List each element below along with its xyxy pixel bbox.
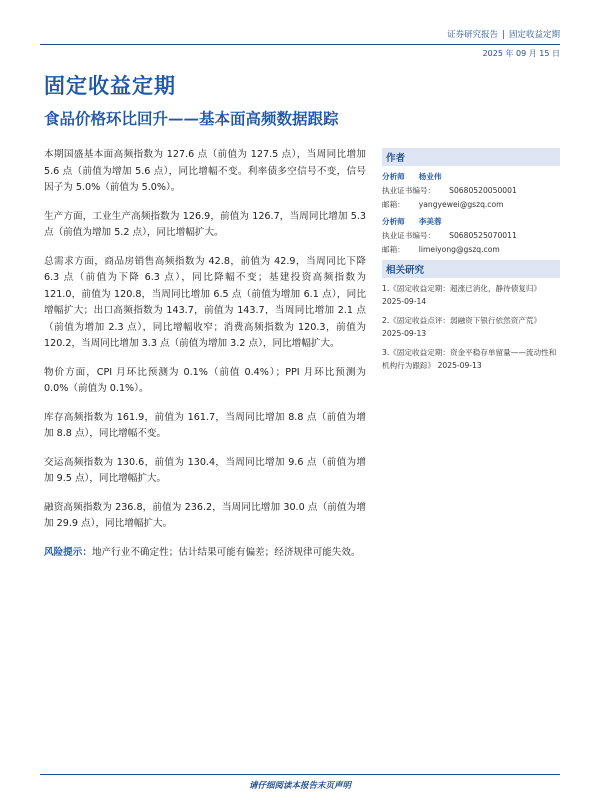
email-label: 邮箱： [382, 200, 405, 209]
risk-warning [44, 545, 366, 562]
header-divider [40, 44, 560, 45]
risk-text: 地产行业不确定性；估计结果可能有偏差；经济规律可能失效。 [91, 546, 361, 558]
license-label: 执业证书编号： [382, 186, 436, 195]
analyst-email[interactable]: limeiyong@gszq.com [418, 245, 500, 254]
license-label: 执业证书编号： [382, 231, 436, 240]
footer-disclaimer: 请仔细阅读本报告末页声明 [248, 781, 351, 791]
report-type: 证券研究报告 [447, 30, 499, 40]
report-date: 2025 年 09 月 15 日 [482, 49, 560, 58]
analyst-name: 李美蓉 [418, 217, 442, 226]
analyst-card [382, 215, 560, 257]
paragraph-prices: 物价方面，CPI 月环比预测为 0.1%（前值 0.4%）；PPI 月环比预测为 0.0%（前值为 0.1%）。 [44, 366, 366, 394]
report-subtitle: 食品价格环比回升——基本面高频数据跟踪 [44, 109, 339, 128]
license-number: S0680520050001 [449, 186, 517, 195]
authors-heading: 作者 [382, 148, 560, 166]
paragraph-transport: 交运高频指数为 130.6，前值为 130.4，当周同比增加 9.6 点（前值为增加 9.5 点），同比增幅扩大。 [44, 456, 366, 484]
report-category: 固定收益定期 [508, 30, 560, 40]
analyst-name: 杨业伟 [418, 172, 442, 181]
paragraph-inventory: 库存高频指数为 161.9，前值为 161.7，当周同比增加 8.8 点（前值为增加 8.8 点），同比增幅不变。 [44, 411, 366, 439]
paragraph-demand: 总需求方面，商品房销售高频指数为 42.8，前值为 42.9，当周同比下降 6.3 点（前值为下降 6.3 点），同比降幅不变；基建投资高频指数为 121.0，前值为 120.8，当周同比增加 6.5 点（前值为增加 6.1 点），同比增幅扩大；出口高频指数为 143.7，前值为 143.7，当周同比增加 2.1 点（前值为增加 2.3 点），同比增幅收窄；消费高频指数为 120.3，前值为 120.2，当周同比增加 3.3 点（前值为增加 3.2 点），同比增幅扩大。 [44, 255, 366, 349]
header-separator: | [502, 30, 505, 40]
related-item[interactable]: 1.《固定收益定期：超涨已消化，静待债复归》 2025-09-14 [382, 284, 542, 306]
paragraph-production: 生产方面，工业生产高频指数为 126.9，前值为 126.7，当周同比增加 5.3 点（前值为增加 5.2 点），同比增幅扩大。 [44, 210, 366, 238]
analyst-role: 分析师 [382, 172, 405, 181]
analyst-role: 分析师 [382, 217, 405, 226]
header-meta [447, 28, 560, 40]
analyst-email[interactable]: yangyewei@gszq.com [418, 200, 504, 209]
email-label: 邮箱： [382, 245, 405, 254]
risk-label: 风险提示： [44, 546, 92, 558]
related-item[interactable]: 2.《固定收益点评：弱融资下银行依然资产荒》 2025-09-13 [382, 316, 542, 338]
main-body [44, 147, 366, 573]
related-item[interactable]: 3.《固定收益定期：资金平稳存单留量——流动性和机构行为跟踪》 2025-09-13 [382, 348, 557, 370]
paragraph-financing: 融资高频指数为 236.8，前值为 236.2，当周同比增加 30.0 点（前值为增加 29.9 点），同比增幅扩大。 [44, 501, 366, 529]
license-number: S0680525070011 [449, 231, 517, 240]
analyst-card [382, 170, 560, 212]
sidebar [382, 148, 560, 378]
report-title: 固定收益定期 [44, 73, 176, 98]
related-heading: 相关研究 [382, 260, 560, 278]
paragraph-overview: 本期国盛基本面高频指数为 127.6 点（前值为 127.5 点），当周同比增加 5.6 点（前值为增加 5.6 点），同比增幅不变。利率债多空信号不变，信号因子为 5.0%（前值为 5.0%）。 [44, 149, 366, 193]
footer-divider [40, 774, 560, 775]
